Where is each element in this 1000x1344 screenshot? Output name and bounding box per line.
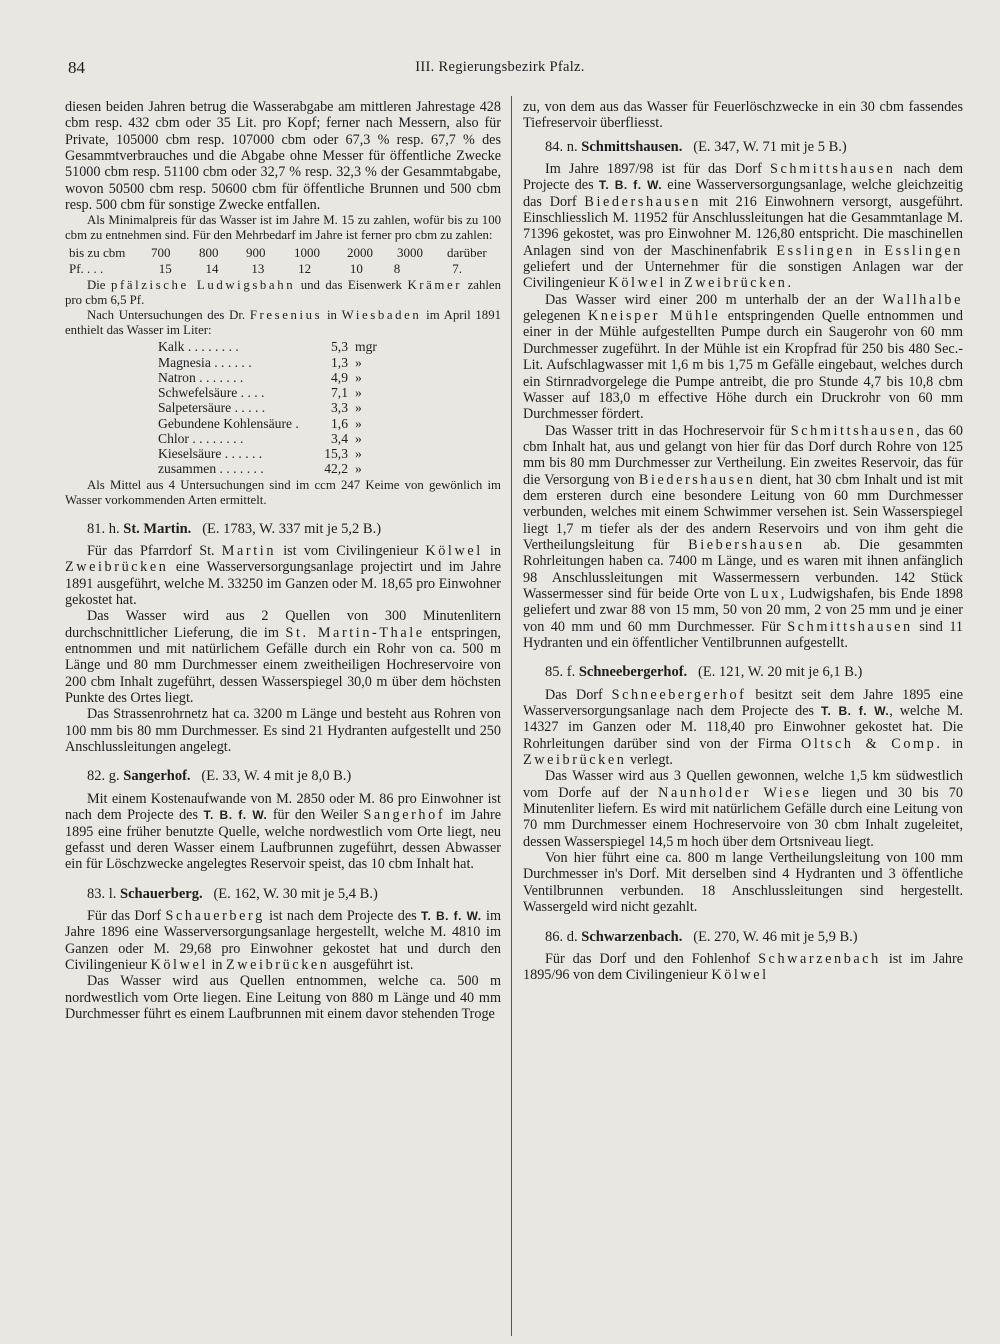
mineral-unit: » [355, 430, 362, 446]
text-run: in [942, 735, 963, 752]
left-column [65, 99, 501, 1022]
section-number: 84. n. [545, 138, 578, 155]
column-divider [511, 96, 512, 1336]
mineral-name: Chlor . . . . . . . . [158, 430, 244, 446]
section-heading-85 [523, 664, 963, 680]
mineral-row [158, 370, 501, 385]
mineral-row [158, 385, 501, 400]
table-cell: darüber [447, 245, 487, 261]
section-info: (E. 270, W. 46 mit je 5,9 B.) [693, 928, 858, 945]
spaced-name: Schmittshausen [790, 422, 917, 439]
section-number: 82. g. [87, 768, 120, 785]
text-run: in [207, 956, 227, 973]
section-85-paragraph [523, 768, 963, 850]
text-run: Nach Untersuchungen des Dr. [87, 308, 250, 323]
section-84-paragraph [523, 423, 963, 652]
text-run: ist nach dem Projecte des [264, 907, 422, 924]
section-81-paragraph: Das Strassenrohrnetz hat ca. 3200 m Länge und besteht aus Rohren von 100 mm bis 80 mm Durchmesser. Es sind 21 Hydranten aufgestellt und 250 Anschlussleitungen angelegt. [65, 706, 501, 756]
section-86-paragraph [523, 951, 963, 984]
running-title: III. Regierungsbezirk Pfalz. [415, 59, 585, 75]
text-run: in [665, 275, 685, 292]
mineral-value: 5,3 [331, 339, 348, 355]
spaced-name: Oltsch & Comp. [800, 735, 943, 752]
paragraph-fresenius [65, 308, 501, 338]
text-run: nach dem Projecte des [523, 161, 963, 194]
mineral-table [158, 339, 501, 476]
spaced-name: Zweibrücken [65, 559, 169, 576]
mineral-value: 4,9 [331, 369, 348, 385]
section-81-paragraph [65, 543, 501, 608]
mineral-row [158, 355, 501, 370]
mineral-unit: » [355, 369, 362, 385]
text-run: Das Wasser tritt in das Hochreservoir für [545, 422, 791, 439]
text-run: in [482, 543, 501, 559]
section-number: 85. f. [545, 664, 576, 681]
paragraph-ludwigsbahn [65, 278, 501, 308]
text-run: eine Wasserversorgungsanlage projectirt und im Jahre 1891 ausgeführt, welche M. 33250 im Ganzen oder M. 18,65 pro Einwohner gekostet hat. [65, 559, 501, 609]
mineral-name: Schwefelsäure . . . . [158, 385, 265, 401]
spaced-name: Kölwel [150, 956, 208, 973]
text-run: geliefert und der Unternehmer für die sonstigen Anlagen war der Civilingenieur [523, 259, 963, 292]
table-cell: 12 [298, 260, 312, 276]
table-cell: 7. [452, 260, 462, 276]
price-table-row [65, 245, 501, 261]
spaced-name: Kölwel [608, 275, 666, 292]
text-run: und das Eisenwerk [295, 278, 408, 293]
table-cell: 2000 [347, 245, 373, 261]
table-cell: 3000 [397, 245, 423, 261]
price-table-row [65, 261, 501, 277]
paragraph-intro: diesen beiden Jahren betrug die Wasserabgabe am mittleren Jahrestage 428 cbm resp. 432 cbm oder 35 Lit. pro Kopf; ferner nach Messern, also für Private, 105000 cbm resp. 107000 cbm oder 67,3 % resp. 67,7 % des Gesammtverbrauches und die Abgabe ohne Messer für öffentliche Zwecke 51000 cbm resp. 51100 cbm oder 32,7 % resp. 32,3 % der Gesammtabgabe, wovon 50500 cbm resp. 50600 cbm für öffentliche Brunnen und 500 cbm resp. 500 cbm für sonstige Zwecke entfallen. [65, 99, 501, 214]
spaced-name: Biedershausen [638, 471, 756, 488]
text-run: gelegenen [523, 308, 589, 325]
table-cell: Pf. . . . [69, 260, 104, 276]
text-run: dient, hat 30 cbm Inhalt und ist mit dem ersteren durch eine besondere Leitung von 60 mm Durchmesser verbunden, welches mit einem Schwimmer versehen ist. Sein Wasserspiegel liegt 1,7 m tiefer als der des andern Reservoirs und von ihm geht die Vertheilungsleitung für [523, 471, 963, 553]
abbreviation: T. B. f. W. [598, 178, 663, 193]
mineral-row [158, 400, 501, 415]
paragraph-continued: zu, von dem aus das Wasser für Feuerlöschzwecke in ein 30 cbm fassendes Tiefreservoir überfliesst. [523, 99, 963, 132]
section-83-paragraph: Das Wasser wird aus Quellen entnommen, welche ca. 500 m nordwestlich vom Orte liegen. Eine Leitung von 880 m Länge und 40 mm Durchmesser führt es einem Laufbrunnen mit einem davor stehenden Troge [65, 973, 501, 1022]
spaced-name: Martin [221, 543, 277, 559]
text-run: mit 216 Einwohnern versorgt, ausgeführt. Einschliesslich M. 11952 für Anschlussleitungen hat die Gesammtanlage M. 71396 gekostet, was pro Einwohner M. 126,80 entspricht. Die maschinellen Anlagen sind von der Maschinenfabrik [523, 193, 963, 259]
text-run: entspringenden Quelle entnommen und einer in der Mühle aufgestellten Pumpe durch ein Saugerohr von 60 mm Durchmesser zugeführt. In der Mühle ist ein Kropfrad für 250 bis 480 Sec.-Lit. Aufschlagwasser mit 1,6 m bis 1,75 m Gefälle eingebaut, welches durch ein Stirnradvorgelege die Pumpe antreibt, die pro Stunde 4,7 bis 10,8 cbm Wasser auf 183,0 m effective Höhe durch ein Druckrohr von 60 mm Durchmesser fördert. [523, 308, 963, 423]
table-cell: 1000 [294, 245, 320, 261]
mineral-unit: » [355, 446, 362, 462]
spaced-name: Biedershausen [584, 193, 701, 210]
spaced-name: Fresenius [249, 308, 323, 323]
text-run: , das 60 cbm Inhalt hat, aus und gelangt von hier für das Dorf durch Rohre von 125 mm bis 80 mm Durchmesser zur Vertheilung. Ein zweites Reservoir, das für die Versorgung von [523, 422, 963, 488]
section-heading-86 [523, 929, 963, 945]
table-cell: 800 [199, 245, 219, 261]
spaced-name: Kölwel [425, 543, 483, 559]
section-number: 81. h. [87, 520, 120, 537]
text-run: im April 1891 enthielt das Wasser im Liter: [65, 308, 501, 338]
text-run: im Jahre 1896 eine Wasserversorgungsanlage hergestellt, welche M. 4810 im Ganzen oder M. 29,68 pro Einwohner gekostet hat und durch den Civilingenieur [65, 907, 502, 973]
section-info: (E. 33, W. 4 mit je 8,0 B.) [201, 768, 352, 785]
text-run: , welche M. 14327 im Ganzen oder M. 118,40 pro Einwohner gekostet hat. Die Rohrleitungen darüber sind von der Firma [523, 703, 963, 752]
section-84-paragraph [523, 292, 963, 423]
spaced-name: St. Martin-Thale [285, 624, 425, 641]
section-83-paragraph [65, 908, 501, 973]
text-run: Für das Pfarrdorf St. [87, 543, 222, 559]
abbreviation: T. B. f. W. [203, 808, 268, 823]
text-run: . [787, 275, 792, 292]
mineral-row [158, 339, 501, 354]
spaced-name: Wiesbaden [341, 308, 422, 323]
mineral-name: Kieselsäure . . . . . . [158, 446, 263, 462]
text-run: verlegt. [626, 752, 673, 769]
mineral-unit: » [355, 385, 362, 401]
mineral-unit: » [355, 415, 362, 431]
section-heading-84 [523, 139, 963, 155]
text-run: ist im Jahre 1895/96 von dem Civilingenieur [523, 950, 963, 984]
mineral-unit: » [355, 354, 362, 370]
section-title: Sangerhof. [123, 768, 191, 785]
spaced-name: Wallhalbe [882, 291, 963, 308]
text-run: sind 11 Hydranten und ein öffentlicher Ventilbrunnen aufgestellt. [523, 618, 964, 651]
spaced-name: Schwarzenbach [758, 950, 881, 967]
mineral-value: 1,3 [331, 354, 348, 370]
text-run: Mit einem Kostenaufwande von M. 2850 oder M. 86 pro Einwohner ist nach dem Projecte des [65, 790, 501, 824]
mineral-row [158, 431, 501, 446]
text-run: liegen und 30 bis 70 Minutenliter liefern. Es wird mit natürlichem Gefälle durch eine Leitung von 70 mm Durchmesser einem Hochreservoire von 30 cbm Inhalt zugeleitet, dessen Wasserspiegel 14,5 m hoch über dem Ortsniveau liegt. [523, 784, 963, 850]
text-run: Im Jahre 1897/98 ist für das Dorf [545, 161, 770, 178]
text-run: Das Wasser wird aus 3 Quellen gewonnen, welche 1,5 km südwestlich vom Dorfe auf der [523, 768, 963, 801]
spaced-name: Sangerhof [363, 807, 446, 824]
table-cell: 900 [246, 245, 266, 261]
spaced-name: Kölwel [711, 967, 769, 984]
spaced-name: Esslingen [884, 242, 963, 259]
section-82-paragraph [65, 791, 501, 873]
text-run: in [854, 242, 885, 259]
table-cell: 10 [349, 260, 363, 276]
spaced-name: Esslingen [776, 242, 855, 259]
section-85-paragraph [523, 687, 963, 769]
text-run: Das Wasser wird aus 2 Quellen von 300 Minutenlitern durchschnittlicher Lieferung, die im [65, 608, 501, 641]
section-heading-81 [65, 521, 501, 537]
spaced-name: Kneisper Mühle [588, 308, 721, 325]
mineral-row [158, 446, 501, 461]
table-cell: 15 [158, 260, 172, 276]
table-cell: 8 [393, 260, 401, 276]
abbreviation: T. B. f. W. [820, 704, 890, 719]
text-run: Für das Dorf und den Fohlenhof [545, 950, 759, 967]
spaced-name: Biebershausen [688, 536, 805, 553]
mineral-name: Natron . . . . . . . [158, 369, 244, 385]
mineral-value: 15,3 [324, 446, 348, 462]
spaced-name: Schmittshausen [769, 161, 896, 178]
paragraph-minimal-price: Als Minimalpreis für das Wasser ist im Jahre M. 15 zu zahlen, wofür bis zu 100 cbm zu entnehmen sind. Für den Mehrbedarf im Jahre ist ferner pro cbm zu zahlen: [65, 213, 501, 243]
spaced-name: pfälzische Ludwigsbahn [110, 278, 296, 293]
paragraph-germ-count: Als Mittel aus 4 Untersuchungen sind im ccm 247 Keime von gewönlich im Wasser vorkommenden Arten ermittelt. [65, 477, 501, 507]
section-title: Schwarzenbach. [581, 928, 683, 945]
text-run: in [322, 308, 342, 323]
mineral-name: zusammen . . . . . . . [158, 461, 264, 477]
mineral-value: 1,6 [331, 415, 348, 431]
text-run: , Ludwigshafen, bis Ende 1898 geliefert und zwar 88 von 15 mm, 50 von 20 mm, 2 von 25 mm und je einer von 40 mm und 60 mm Durchmesser. Für [523, 585, 963, 635]
mineral-unit: mgr [355, 339, 377, 355]
mineral-name: Magnesia . . . . . . [158, 354, 252, 370]
mineral-row [158, 416, 501, 431]
spaced-name: Zweibrücken [523, 752, 627, 769]
mineral-unit: » [355, 461, 362, 477]
mineral-unit: » [355, 400, 362, 416]
text-run: zahlen pro cbm 6,5 Pf. [65, 278, 502, 308]
mineral-row [158, 461, 501, 476]
spaced-name: Schauerberg [165, 907, 265, 924]
section-heading-82 [65, 768, 501, 784]
spaced-name: Zweibrücken [226, 956, 330, 973]
text-run: Die [87, 278, 111, 293]
spaced-name: Zweibrücken [684, 275, 788, 292]
table-cell: 13 [251, 260, 265, 276]
section-info: (E. 347, W. 71 mit je 5 B.) [693, 138, 847, 155]
spaced-name: Lux [750, 585, 781, 602]
section-info: (E. 1783, W. 337 mit je 5,2 B.) [202, 520, 382, 537]
page-header [0, 58, 1000, 82]
mineral-value: 7,1 [331, 385, 348, 401]
section-title: Schneebergerhof. [578, 664, 688, 681]
spaced-name: Schmittshausen [787, 618, 913, 635]
price-table [65, 245, 501, 276]
section-title: Schauerberg. [120, 885, 203, 902]
mineral-value: 3,3 [331, 400, 348, 416]
section-heading-83 [65, 886, 501, 902]
page-number: 84 [68, 58, 85, 77]
section-85-paragraph: Von hier führt eine ca. 800 m lange Vertheilungsleitung von 100 mm Durchmesser in's Dorf. Mit derselben sind 4 Hydranten und 3 öffentliche Ventilbrunnen verbunden. 18 Anschlussleitungen sind hergestellt. Wassergeld wird nicht gezahlt. [523, 850, 963, 916]
text-run: eine Wasserversorgungsanlage, welche gleichzeitig das Dorf [523, 177, 963, 210]
text-run: ab. Die gesammten Rohrleitungen haben ca. 7400 m Länge, und es waren mit ihnen anfänglich 98 Anschlussleitungen mit Wassermessern verbunden. 142 Stück Wassermesser sind für beide Orte von [523, 536, 963, 602]
mineral-name: Salpetersäure . . . . . [158, 400, 266, 416]
text-run: im Jahre 1895 eine früher benutzte Quelle, welche nordwestlich vom Orte liegt, neu gefasst und deren Wasser einem Laufbrunnen zugeführt, dessen Abwasser ein für Löschzwecke angelegtes Reservoir speist, das 10 cbm Inhalt hat. [65, 807, 501, 873]
text-run: Das Dorf [545, 686, 612, 703]
text-run: ist vom Civilingenieur [276, 543, 426, 559]
mineral-value: 3,4 [331, 430, 348, 446]
text-run: besitzt seit dem Jahre 1895 eine Wasserversorgungsanlage nach dem Projecte des [523, 686, 963, 720]
text-run: ausgeführt ist. [329, 956, 414, 973]
spaced-name: Schneebergerhof [611, 686, 747, 703]
text-run: Das Wasser wird einer 200 m unterhalb der an der [545, 291, 883, 308]
section-info: (E. 162, W. 30 mit je 5,4 B.) [213, 885, 378, 902]
section-title: Schmittshausen. [581, 138, 683, 155]
section-title: St. Martin. [123, 520, 192, 537]
table-cell: 14 [205, 260, 219, 276]
section-81-paragraph [65, 608, 501, 706]
section-number: 86. d. [545, 928, 578, 945]
text-run: für den Weiler [267, 807, 364, 824]
mineral-name: Gebundene Kohlensäure . [158, 415, 299, 431]
text-run: entspringen, entnommen und mit natürlichem Gefälle durch ein Rohr von ca. 500 m Länge und 80 mm Durchmesser einem zweitheiligen Hochreservoire von 200 cbm Inhalt zugeführt, dessen Wasserspiegel 30,0 m über dem höchsten Punkte des Ortes liegt. [65, 624, 501, 707]
table-cell: 700 [151, 245, 171, 261]
mineral-value: 42,2 [324, 461, 348, 477]
section-number: 83. l. [87, 885, 117, 902]
abbreviation: T. B. f. W. [421, 908, 482, 923]
section-info: (E. 121, W. 20 mit je 6,1 B.) [698, 664, 863, 681]
text-run: Für das Dorf [87, 907, 166, 924]
right-column [523, 99, 963, 984]
table-cell: bis zu cbm [69, 245, 126, 261]
mineral-name: Kalk . . . . . . . . [158, 339, 239, 355]
spaced-name: Krämer [407, 278, 463, 293]
section-84-paragraph [523, 161, 963, 292]
spaced-name: Naunholder Wiese [658, 784, 812, 801]
